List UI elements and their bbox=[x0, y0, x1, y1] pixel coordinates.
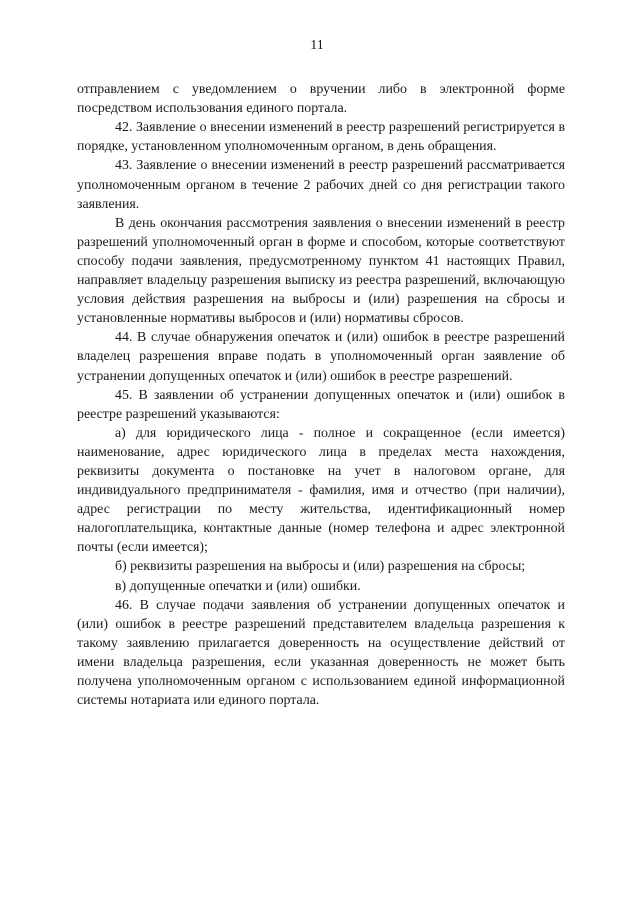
paragraph-42: 42. Заявление о внесении изменений в реестр разрешений регистрируется в порядке, установленном уполномоченным органом, в день обращения. bbox=[77, 120, 565, 155]
paragraph-43: 43. Заявление о внесении изменений в реестр разрешений рассматривается уполномоченным органом в течение 2 рабочих дней со дня регистрации такого заявления. bbox=[77, 158, 565, 212]
document-page bbox=[77, 36, 565, 710]
paragraph-continuation: отправлением с уведомлением о вручении либо в электронной форме посредством использования единого портала. bbox=[77, 82, 565, 117]
paragraph-44: 44. В случае обнаружения опечаток и (или) ошибок в реестре разрешений владелец разрешения вправе подать в уполномоченный орган заявление об устранении допущенных опечаток и (или) ошибок в реестре разрешений. bbox=[77, 330, 565, 384]
list-item-b: б) реквизиты разрешения на выбросы и (или) разрешения на сбросы; bbox=[115, 559, 526, 575]
paragraph-45: 45. В заявлении об устранении допущенных опечаток и (или) ошибок в реестре разрешений указываются: bbox=[77, 387, 565, 422]
list-item-a: а) для юридического лица - полное и сокращенное (если имеется) наименование, адрес юридического лица в пределах места нахождения, реквизиты документа о постановке на учет в налоговом органе, для индивидуального предпринимателя - фамилия, имя и отчество (при наличии), адрес регистрации по месту жительства, идентификационный номер налогоплательщика, контактные данные (номер телефона и адрес электронной почты (если имеется); bbox=[77, 425, 565, 556]
paragraph-43-continuation: В день окончания рассмотрения заявления о внесении изменений в реестр разрешений уполномоченный орган в форме и способом, которые соответствуют способу подачи заявления, предусмотренному пунктом 41 настоящих Правил, направляет владельцу разрешения выписку из реестра разрешений, включающую условия действия разрешения на выбросы и (или) разрешения на сбросы и установленные нормативы выбросов и (или) нормативы сбросов. bbox=[77, 215, 565, 327]
page-number: 11 bbox=[310, 38, 324, 53]
list-item-v: в) допущенные опечатки и (или) ошибки. bbox=[115, 578, 361, 594]
paragraph-46: 46. В случае подачи заявления об устранении допущенных опечаток и (или) ошибок в реестре разрешений представителем владельца разрешения к такому заявлению прилагается доверенность на осуществление действий от имени владельца разрешения, если указанная доверенность не может быть получена уполномоченным органом с использованием единой информационной системы нотариата или единого портала. bbox=[77, 597, 565, 709]
